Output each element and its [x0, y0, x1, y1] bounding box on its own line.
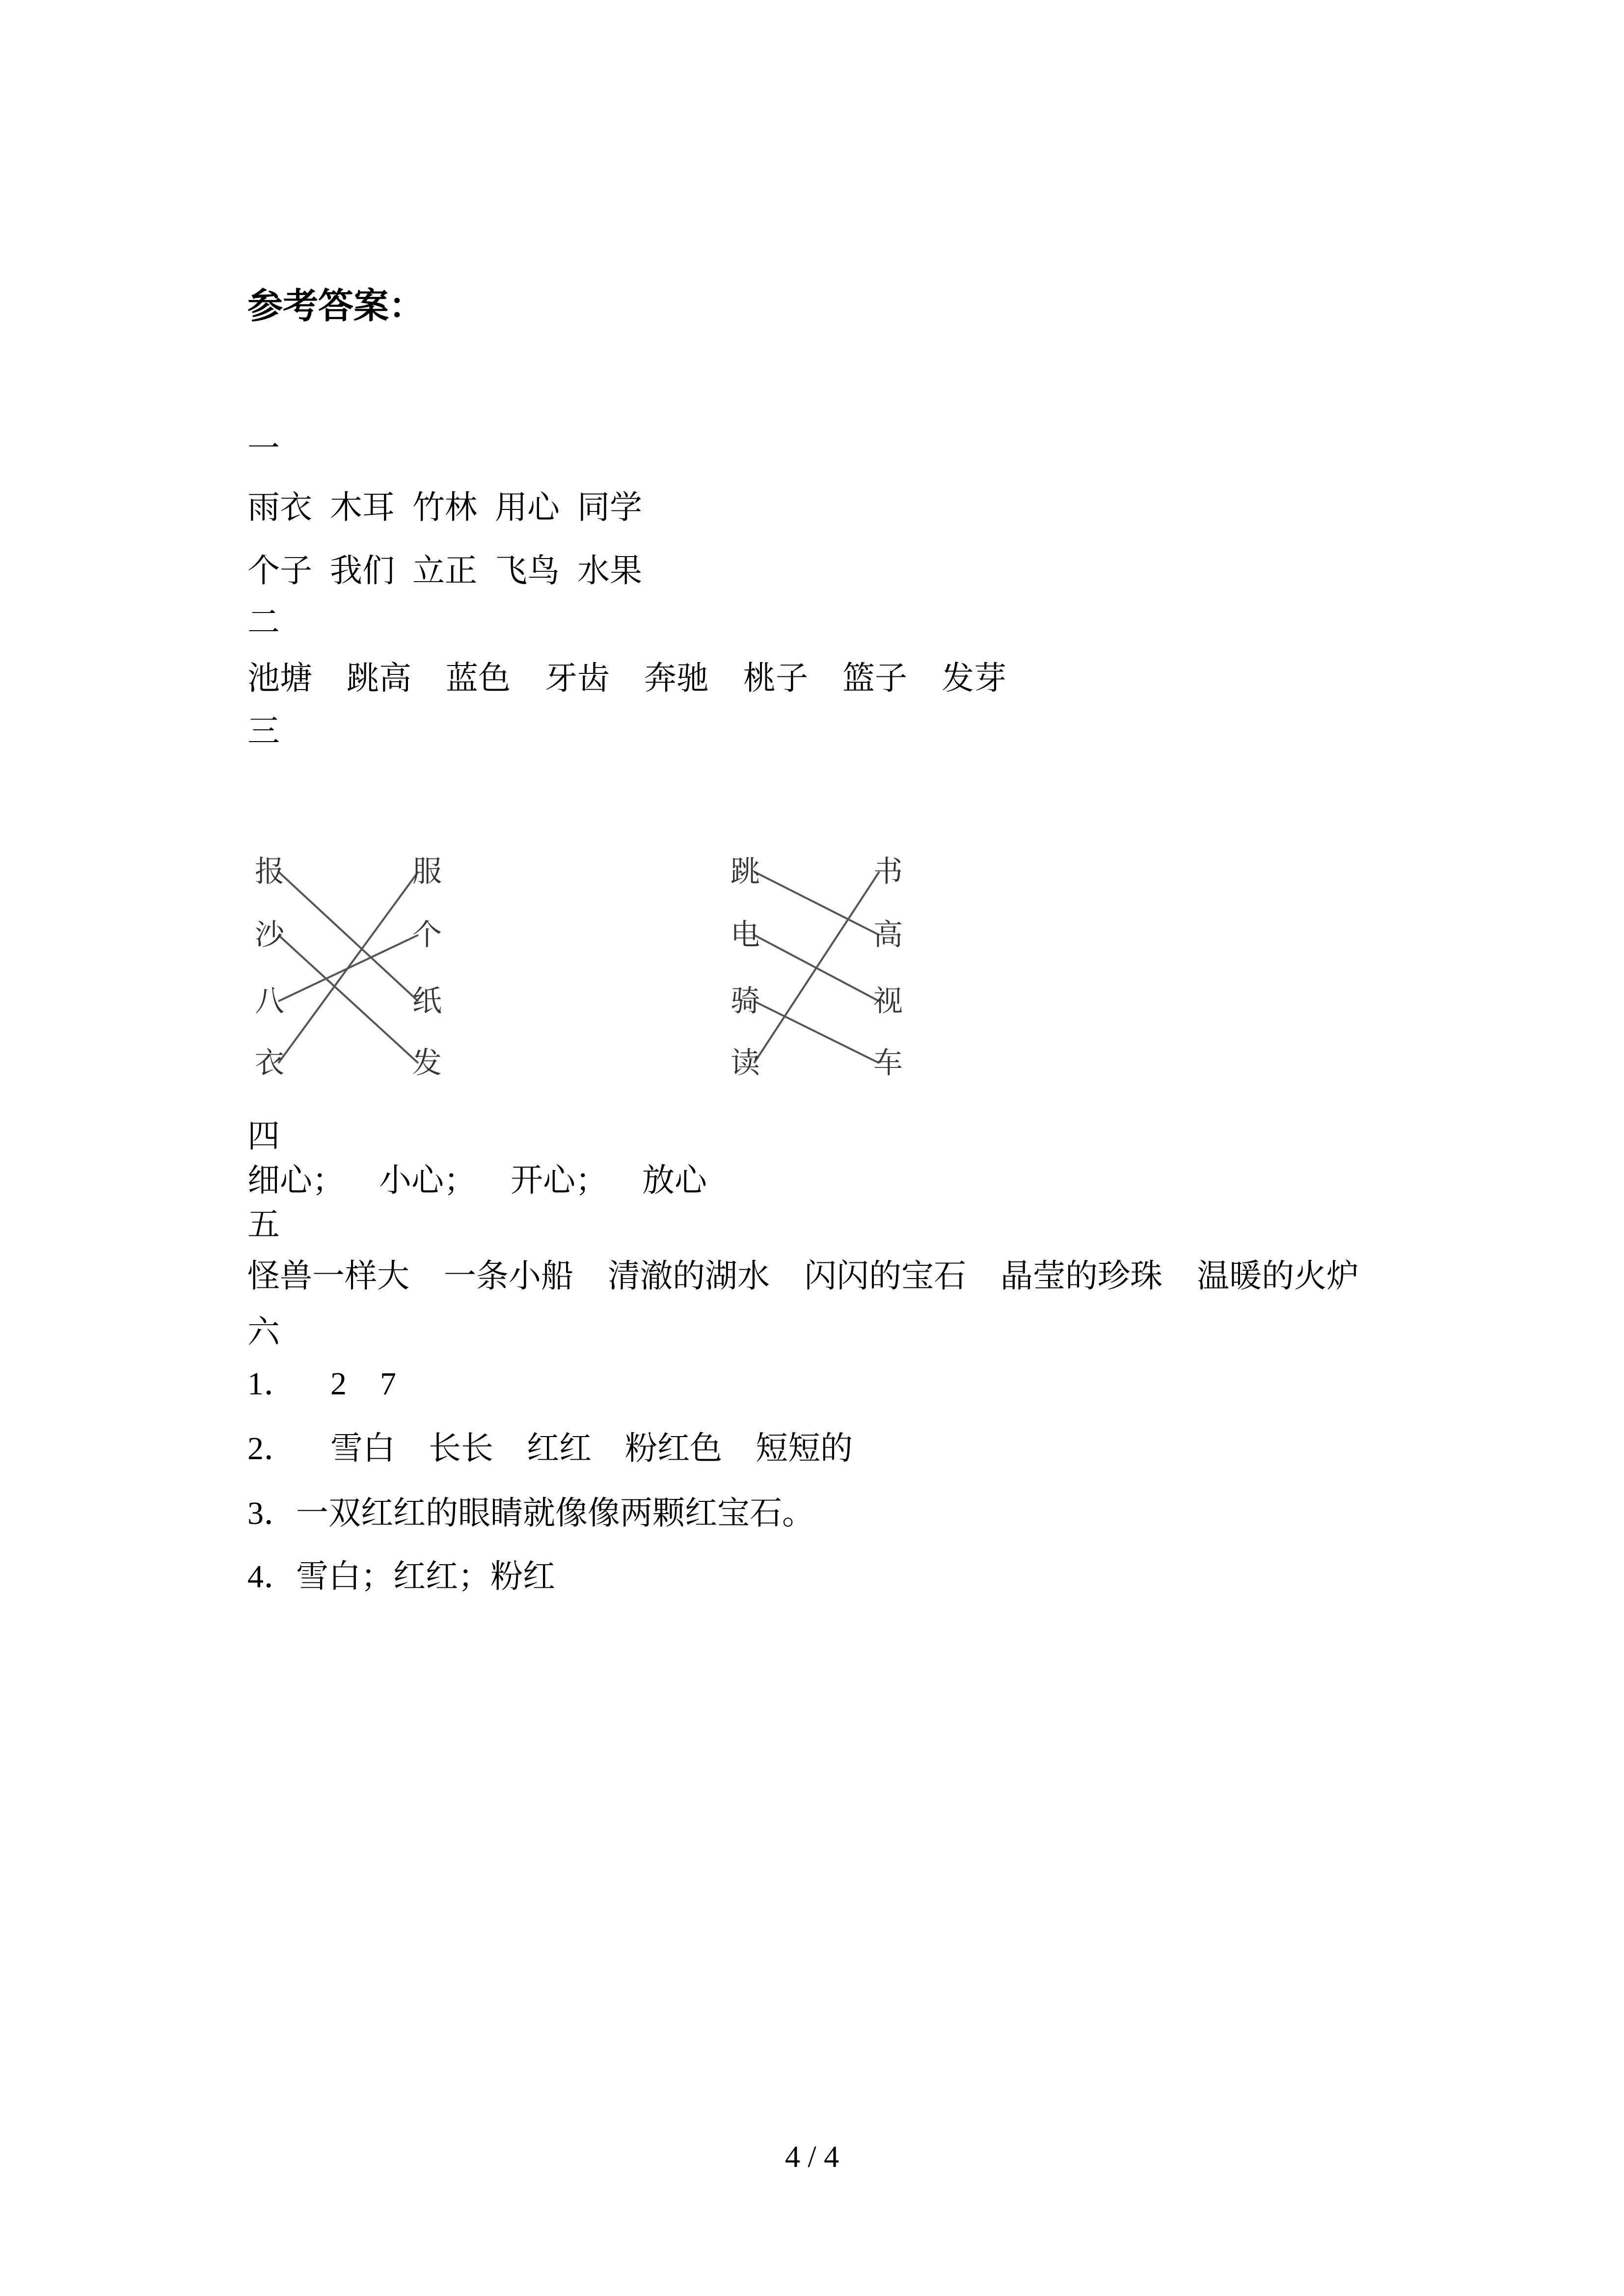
answer-word: 桃子 — [743, 661, 808, 696]
match-lines — [278, 872, 879, 1063]
match-line — [754, 1001, 879, 1063]
answer-phrase: 清澈的湖水 — [608, 1258, 770, 1294]
answer-word: 木耳 — [330, 490, 395, 526]
section-heading-5: 五 — [247, 1207, 280, 1243]
answer-word: 7 — [380, 1366, 396, 1402]
answer-phrase: 温暖的火炉 — [1197, 1258, 1359, 1294]
answer-row — [247, 663, 1006, 695]
answer-word: 同学 — [577, 490, 642, 526]
answer-number: 1． — [247, 1366, 296, 1402]
section-heading-3: 三 — [247, 714, 280, 749]
matching-diagram — [236, 834, 947, 1099]
answer-word: 小心； — [379, 1163, 476, 1199]
numbered-answer — [247, 1497, 814, 1530]
match-line — [278, 872, 418, 1063]
answer-word: 2 — [330, 1366, 347, 1402]
match-right-char: 书 — [873, 854, 903, 889]
answer-number: 4． — [247, 1559, 296, 1595]
match-left-char: 衣 — [255, 1046, 284, 1080]
answer-row — [247, 1260, 1359, 1293]
match-left-char: 八 — [255, 984, 284, 1018]
answer-word: 立正 — [412, 553, 477, 589]
answer-number: 2． — [247, 1431, 296, 1467]
numbered-answer — [247, 1368, 396, 1400]
match-left-char: 跳 — [731, 854, 760, 889]
match-line — [278, 935, 418, 1063]
answer-word: 粉红色 — [625, 1431, 722, 1467]
answer-row — [247, 1165, 707, 1197]
answer-word: 雪白 — [330, 1431, 395, 1467]
match-left-char: 电 — [731, 918, 760, 952]
answer-word: 蓝色 — [446, 661, 511, 696]
match-right-char: 纸 — [412, 984, 442, 1018]
answer-word: 雨衣 — [247, 490, 312, 526]
match-right-char: 视 — [873, 984, 903, 1018]
answer-word: 水果 — [577, 553, 642, 589]
answer-word: 发芽 — [942, 661, 1006, 696]
answer-phrase: 怪兽一样大 — [247, 1258, 409, 1294]
match-right-char: 高 — [873, 918, 903, 952]
match-right-char: 发 — [412, 1046, 442, 1080]
answer-word: 飞鸟 — [495, 553, 560, 589]
answer-word: 篮子 — [842, 661, 907, 696]
answer-word: 短短的 — [756, 1431, 853, 1467]
match-right-char: 车 — [873, 1046, 903, 1080]
answer-word: 细心； — [247, 1163, 345, 1199]
answer-sentence: 一双红红的眼睛就像像两颗红宝石。 — [296, 1495, 814, 1531]
match-left-char: 骑 — [731, 984, 760, 1018]
answer-word: 开心； — [511, 1163, 608, 1199]
answer-word: 个子 — [247, 553, 312, 589]
section-heading-2: 二 — [247, 605, 280, 641]
answer-key-title: 参考答案： — [247, 287, 425, 326]
answer-word: 奔驰 — [644, 661, 709, 696]
answer-phrase: 晶莹的珍珠 — [1001, 1258, 1163, 1294]
answer-number: 3． — [247, 1495, 296, 1531]
answer-word: 放心 — [642, 1163, 707, 1199]
match-left-char: 报 — [255, 854, 284, 889]
page-number: 4 / 4 — [785, 2140, 839, 2174]
section-heading-4: 四 — [247, 1119, 280, 1154]
answer-word: 用心 — [495, 490, 560, 526]
answer-word: 池塘 — [247, 661, 312, 696]
section-heading-1: 一 — [247, 431, 280, 467]
match-line — [754, 872, 879, 1063]
answer-word: 红红 — [527, 1431, 592, 1467]
match-line — [278, 872, 418, 1001]
match-right-char: 服 — [412, 854, 442, 889]
numbered-answer — [247, 1433, 853, 1465]
match-left-char: 沙 — [255, 918, 284, 952]
answer-word: 跳高 — [347, 661, 411, 696]
answer-word: 竹林 — [412, 490, 477, 526]
answer-word: 我们 — [330, 553, 395, 589]
numbered-answer — [247, 1561, 555, 1593]
match-right-char: 个 — [412, 918, 442, 952]
answer-row — [247, 555, 642, 587]
answer-word: 牙齿 — [545, 661, 610, 696]
section-heading-6: 六 — [247, 1314, 280, 1350]
match-left-char: 读 — [731, 1046, 760, 1080]
answer-word: 长长 — [429, 1431, 493, 1467]
answer-phrase: 一条小船 — [444, 1258, 573, 1294]
match-line — [754, 872, 879, 935]
answer-phrase: 闪闪的宝石 — [804, 1258, 966, 1294]
answer-row — [247, 492, 642, 524]
answer-sentence: 雪白；红红；粉红 — [296, 1559, 555, 1595]
